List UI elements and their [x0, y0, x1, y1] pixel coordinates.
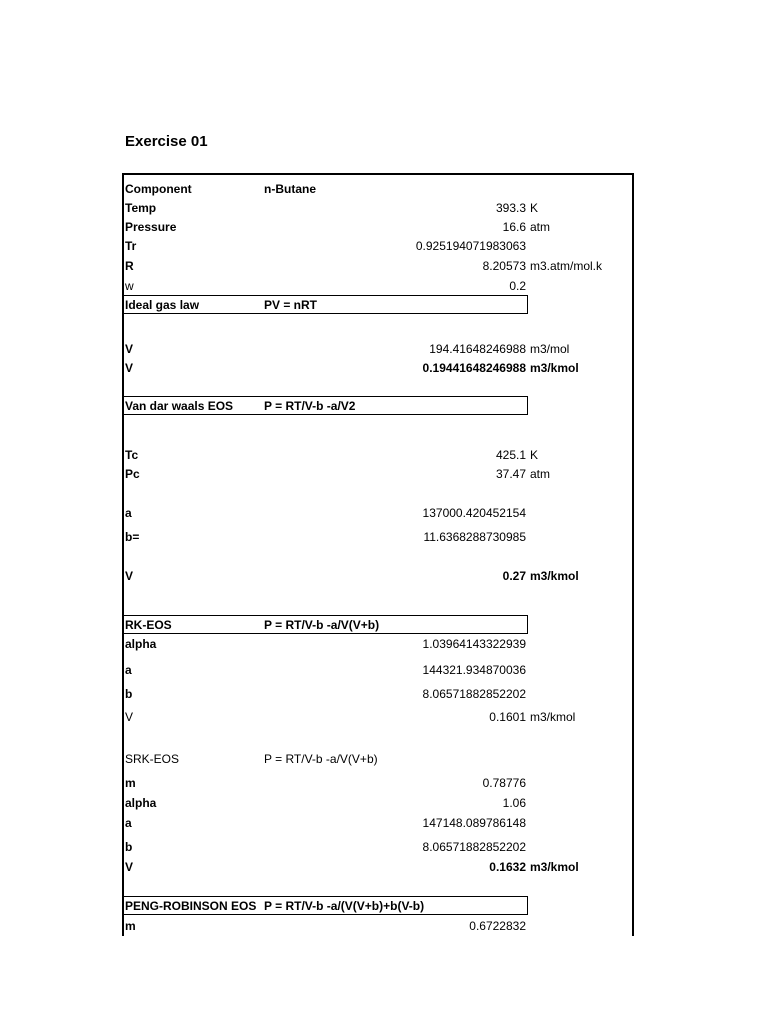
row-value: 1.03964143322939	[422, 637, 526, 651]
row-unit: m3/mol	[530, 342, 570, 356]
row-value: 8.20573	[482, 259, 526, 273]
page-title: Exercise 01	[125, 133, 208, 150]
row-formula: P = RT/V-b -a/V(V+b)	[264, 752, 378, 766]
row-formula: n-Butane	[264, 182, 316, 196]
row-label: a	[125, 663, 132, 677]
table-row	[0, 238, 768, 254]
table-row	[0, 795, 768, 811]
row-value: 137000.420452154	[422, 506, 526, 520]
row-label: Component	[125, 182, 192, 196]
row-value: 1.06	[502, 796, 526, 810]
row-formula: P = RT/V-b -a/V2	[264, 399, 356, 413]
table-row	[0, 918, 768, 934]
row-value: 16.6	[502, 220, 526, 234]
row-unit: m3/kmol	[530, 569, 579, 583]
table-row	[0, 181, 768, 197]
row-value: 0.1601	[489, 710, 526, 724]
row-value: 0.925194071983063	[415, 239, 526, 253]
row-value: 0.2	[509, 279, 526, 293]
table-row	[0, 617, 768, 633]
table-row	[0, 709, 768, 725]
row-label: w	[125, 279, 134, 293]
row-formula: P = RT/V-b -a/V(V+b)	[264, 618, 380, 632]
table-row	[0, 815, 768, 831]
row-label: Tr	[125, 239, 137, 253]
table-row	[0, 219, 768, 235]
table-row	[0, 636, 768, 652]
row-label: b	[125, 687, 133, 701]
row-value: 393.3	[495, 201, 526, 215]
row-label: V	[125, 569, 134, 583]
row-label: alpha	[125, 637, 157, 651]
row-value: 0.19441648246988	[422, 361, 526, 375]
row-value: 0.27	[502, 569, 526, 583]
row-label: m	[125, 919, 136, 933]
row-label: Tc	[125, 448, 139, 462]
row-unit: m3/kmol	[530, 361, 579, 375]
row-label: V	[125, 361, 134, 375]
row-label: b	[125, 840, 133, 854]
row-value: 0.6722832	[469, 919, 526, 933]
row-unit: K	[530, 201, 539, 215]
row-label: Pc	[125, 467, 140, 481]
row-label: alpha	[125, 796, 157, 810]
row-value: 425.1	[495, 448, 526, 462]
row-unit: m3.atm/mol.k	[530, 259, 603, 273]
table-row	[0, 278, 768, 294]
row-label: Van dar waals EOS	[125, 399, 234, 413]
row-label: m	[125, 776, 136, 790]
table-row	[0, 662, 768, 678]
row-unit: atm	[530, 467, 551, 481]
table-row	[0, 466, 768, 482]
table-row	[0, 360, 768, 376]
row-unit: K	[530, 448, 539, 462]
row-value: 8.06571882852202	[422, 687, 526, 701]
row-formula: PV = nRT	[264, 298, 318, 312]
row-label: a	[125, 506, 132, 520]
table-row	[0, 447, 768, 463]
row-unit: m3/kmol	[530, 860, 579, 874]
row-unit: m3/kmol	[530, 710, 576, 724]
row-label: Temp	[125, 201, 157, 215]
table-row	[0, 686, 768, 702]
table-row	[0, 505, 768, 521]
row-unit: atm	[530, 220, 551, 234]
table-row	[0, 200, 768, 216]
row-label: V	[125, 342, 134, 356]
row-value: 147148.089786148	[422, 816, 526, 830]
row-label: PENG-ROBINSON EOS	[125, 899, 257, 913]
row-label: b=	[125, 530, 140, 544]
table-row	[0, 341, 768, 357]
row-value: 11.6368288730985	[423, 530, 526, 544]
row-label: Ideal gas law	[125, 298, 200, 312]
table-row	[0, 859, 768, 875]
table-row	[0, 529, 768, 545]
table-row	[0, 898, 768, 914]
table-row	[0, 297, 768, 313]
row-value: 37.47	[495, 467, 526, 481]
row-formula: P = RT/V-b -a/(V(V+b)+b(V-b)	[264, 899, 425, 913]
row-label: RK-EOS	[125, 618, 172, 632]
row-label: R	[125, 259, 134, 273]
row-value: 0.1632	[489, 860, 526, 874]
row-value: 144321.934870036	[422, 663, 526, 677]
table-row	[0, 839, 768, 855]
row-value: 0.78776	[482, 776, 526, 790]
table-row	[0, 258, 768, 274]
row-label: V	[125, 710, 134, 724]
row-label: a	[125, 816, 132, 830]
row-value: 194.41648246988	[429, 342, 526, 356]
table-row	[0, 398, 768, 414]
table-row	[0, 751, 768, 767]
row-label: SRK-EOS	[125, 752, 180, 766]
row-label: Pressure	[125, 220, 177, 234]
row-value: 8.06571882852202	[422, 840, 526, 854]
table-row	[0, 775, 768, 791]
row-label: V	[125, 860, 134, 874]
table-row	[0, 568, 768, 584]
